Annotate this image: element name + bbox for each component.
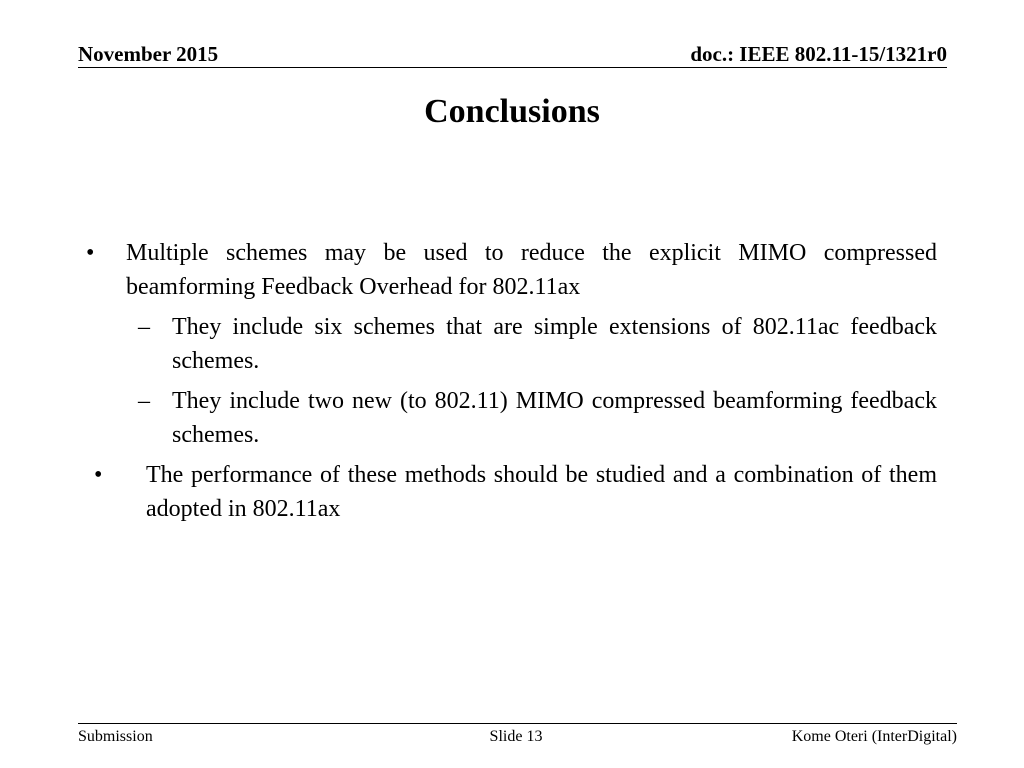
header-divider xyxy=(78,67,947,68)
bullet-text: The performance of these methods should be studied and a combination of them adopted in 802.11ax xyxy=(146,462,937,522)
sub-bullet-item xyxy=(86,310,937,378)
bullet-text: Multiple schemes may be used to reduce the explicit MIMO compressed beamforming Feedback Overhead for 802.11ax xyxy=(126,240,937,300)
bullet-item xyxy=(86,458,937,526)
sub-bullet-text: They include two new (to 802.11) MIMO compressed beamforming feedback schemes. xyxy=(172,388,937,448)
bullet-item xyxy=(86,236,937,304)
sub-bullet-item xyxy=(86,384,937,452)
bullet-marker: • xyxy=(86,240,95,266)
header-doc-id: doc.: IEEE 802.11-15/1321r0 xyxy=(690,42,947,66)
slide-title: Conclusions xyxy=(424,93,600,130)
slide-body xyxy=(86,236,937,526)
header-date: November 2015 xyxy=(78,42,219,66)
footer-slide-number: Slide 13 xyxy=(489,728,543,745)
bullet-marker: • xyxy=(94,462,103,488)
footer-author: Kome Oteri (InterDigital) xyxy=(791,728,957,745)
footer-submission: Submission xyxy=(78,728,153,745)
dash-marker: – xyxy=(138,314,150,340)
sub-bullet-text: They include six schemes that are simple extensions of 802.11ac feedback schemes. xyxy=(172,314,937,374)
footer-divider xyxy=(78,723,957,724)
dash-marker: – xyxy=(138,388,150,414)
